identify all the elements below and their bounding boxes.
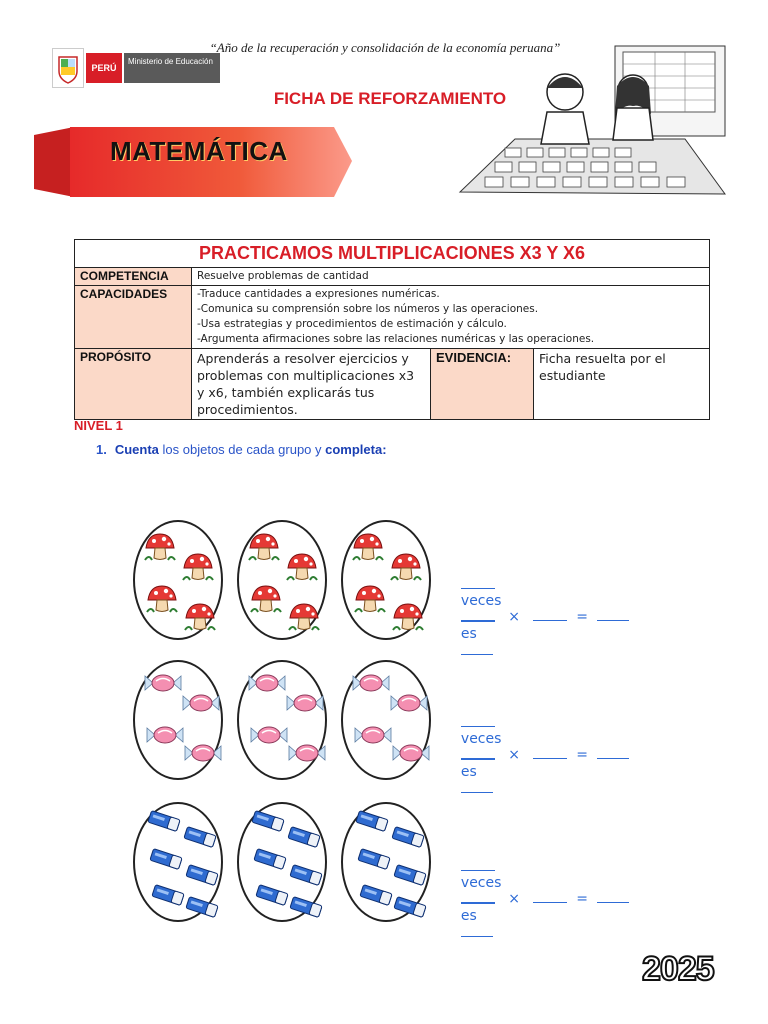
mushroom-icon: [143, 532, 177, 567]
eraser-icon: [289, 864, 323, 891]
word-es: es: [460, 626, 477, 642]
equals-sign: =: [576, 609, 588, 625]
info-table: [74, 239, 710, 420]
group-oval: [133, 520, 223, 640]
eraser-icon: [289, 896, 323, 923]
candy-icon: [247, 672, 287, 699]
group-oval: [237, 660, 327, 780]
mushroom-icon: [145, 584, 179, 619]
proposito-value: Aprenderás a resolver ejercicios y problemas con multiplicaciones x3 y x6, también explicarás tus procedimientos.: [192, 349, 431, 420]
mushroom-icon: [183, 602, 217, 637]
instruction: [96, 442, 387, 457]
times-sign: ×: [508, 609, 520, 625]
capacidad-item: -Comunica su comprensión sobre los números y las operaciones.: [197, 303, 539, 315]
sheet-title: FICHA DE REFORZAMIENTO: [273, 89, 507, 108]
group-oval: [341, 520, 431, 640]
competencia-value: Resuelve problemas de cantidad: [192, 268, 710, 286]
answer-blank[interactable]: [461, 780, 493, 793]
eraser-icon: [253, 848, 287, 875]
eraser-icon: [359, 884, 393, 911]
competencia-label: COMPETENCIA: [75, 268, 192, 286]
answer-blank[interactable]: [461, 576, 495, 589]
group-oval: [133, 802, 223, 922]
word-es: es: [460, 908, 477, 924]
eraser-icon: [393, 896, 427, 923]
candy-icon: [181, 692, 221, 719]
group-oval: [237, 520, 327, 640]
equation-math: [452, 874, 629, 907]
eraser-icon: [393, 864, 427, 891]
instruction-number: 1.: [96, 442, 107, 457]
mushroom-icon: [351, 532, 385, 567]
candy-icon: [145, 724, 185, 751]
logo-country: PERÚ: [86, 53, 122, 83]
candy-icon: [353, 724, 393, 751]
capacidades-list: [192, 286, 710, 349]
answer-blank[interactable]: [461, 746, 495, 759]
equation-math: [452, 730, 629, 763]
word-veces: veces: [460, 731, 502, 747]
group-oval: [237, 802, 327, 922]
year-logo: 2025: [642, 950, 714, 988]
answer-blank[interactable]: [461, 714, 495, 727]
eraser-icon: [287, 826, 321, 853]
capacidad-item: -Traduce cantidades a expresiones numéricas.: [197, 288, 440, 300]
candy-icon: [143, 672, 183, 699]
mushroom-icon: [353, 584, 387, 619]
eraser-icon: [357, 848, 391, 875]
table-title: PRACTICAMOS MULTIPLICACIONES X3 Y X6: [75, 240, 710, 268]
eraser-icon: [255, 884, 289, 911]
equation-math: [452, 592, 629, 625]
eraser-icon: [185, 896, 219, 923]
eraser-icon: [147, 810, 181, 837]
answer-blank[interactable]: [461, 642, 493, 655]
candy-icon: [389, 692, 429, 719]
answer-blank[interactable]: [597, 890, 629, 903]
group-oval: [341, 660, 431, 780]
answer-blank[interactable]: [461, 924, 493, 937]
mushroom-icon: [389, 552, 423, 587]
eraser-icon: [149, 848, 183, 875]
equals-sign: =: [576, 891, 588, 907]
answer-blank[interactable]: [461, 608, 495, 621]
mushroom-icon: [285, 552, 319, 587]
minedu-logo: [52, 48, 213, 88]
proposito-label: PROPÓSITO: [75, 349, 192, 420]
mushroom-icon: [287, 602, 321, 637]
eraser-icon: [185, 864, 219, 891]
year-motto: “Año de la recuperación y consolidación de la economía peruana”: [209, 40, 561, 55]
answer-blank[interactable]: [597, 608, 629, 621]
coat-of-arms-icon: [52, 48, 84, 88]
candy-icon: [249, 724, 289, 751]
group-oval: [133, 660, 223, 780]
evidencia-value: Ficha resuelta por el estudiante: [534, 349, 710, 420]
capacidad-item: -Usa estrategias y procedimientos de estimación y cálculo.: [197, 318, 507, 330]
answer-blank[interactable]: [533, 746, 567, 759]
eraser-icon: [391, 826, 425, 853]
mushroom-icon: [247, 532, 281, 567]
answer-blank[interactable]: [597, 746, 629, 759]
mushroom-icon: [181, 552, 215, 587]
times-sign: ×: [508, 747, 520, 763]
eraser-icon: [151, 884, 185, 911]
candy-icon: [183, 742, 223, 769]
mushroom-icon: [249, 584, 283, 619]
candy-icon: [351, 672, 391, 699]
mushroom-icon: [391, 602, 425, 637]
instruction-verb-2: completa:: [325, 442, 387, 457]
answer-blank[interactable]: [461, 858, 495, 871]
word-es: es: [460, 764, 477, 780]
equals-sign: =: [576, 747, 588, 763]
answer-blank[interactable]: [533, 608, 567, 621]
capacidad-item: -Argumenta afirmaciones sobre las relaciones numéricas y las operaciones.: [197, 333, 595, 345]
evidencia-label: EVIDENCIA:: [431, 349, 534, 420]
capacidades-label: CAPACIDADES: [75, 286, 192, 349]
eraser-icon: [251, 810, 285, 837]
eraser-icon: [183, 826, 217, 853]
candy-icon: [285, 692, 325, 719]
answer-blank[interactable]: [461, 890, 495, 903]
subject-title: MATEMÁTICA: [110, 136, 288, 166]
level-heading: NIVEL 1: [74, 418, 123, 433]
candy-icon: [391, 742, 431, 769]
instruction-verb: Cuenta: [114, 442, 159, 457]
eraser-icon: [355, 810, 389, 837]
instruction-text: los objetos de cada grupo y: [158, 442, 326, 457]
word-veces: veces: [460, 593, 502, 609]
candy-icon: [287, 742, 327, 769]
answer-blank[interactable]: [533, 890, 567, 903]
word-veces: veces: [460, 875, 502, 891]
times-sign: ×: [508, 891, 520, 907]
logo-ministry: Ministerio de Educación: [124, 53, 220, 83]
group-oval: [341, 802, 431, 922]
children-illustration: [455, 44, 727, 200]
